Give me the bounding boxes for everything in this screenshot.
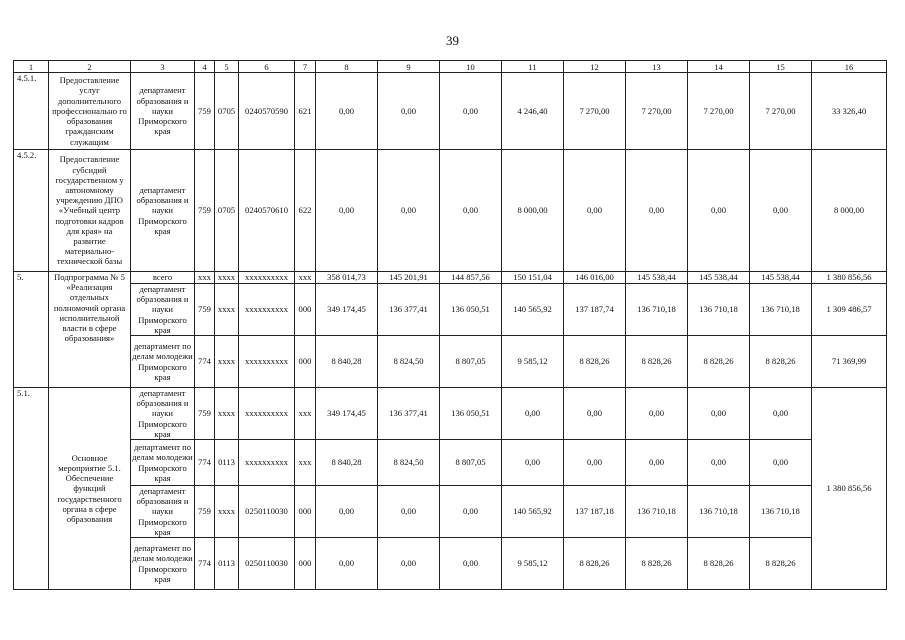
cell-value: 0,00 — [626, 388, 688, 440]
cell-ministry-code: 759 — [195, 284, 215, 336]
cell-ministry-code: 759 — [195, 150, 215, 272]
cell-target-code: xxxxxxxxxx — [239, 336, 295, 388]
cell-value: 136 710,18 — [626, 486, 688, 538]
cell-value: 0,00 — [688, 150, 750, 272]
budget-table — [13, 60, 887, 590]
cell-value: 0,00 — [378, 538, 440, 590]
cell-value: 4 246,40 — [502, 73, 564, 150]
department: департамент образования и науки Приморского края — [131, 284, 195, 336]
cell-value: 0,00 — [564, 388, 626, 440]
cell-ministry-code: 759 — [195, 388, 215, 440]
cell-value: 144 857,56 — [440, 272, 502, 284]
cell-value: 0,00 — [502, 440, 564, 486]
cell-value: 145 201,91 — [378, 272, 440, 284]
cell-target-code: xxxxxxxxxx — [239, 388, 295, 440]
cell-value: 8 828,26 — [564, 336, 626, 388]
page-number: 39 — [446, 33, 459, 48]
cell-value: 349 174,45 — [316, 284, 378, 336]
cell-value: 145 538,44 — [626, 272, 688, 284]
cell-value: 150 151,04 — [502, 272, 564, 284]
subprogram-name: Подпрограмма № 5 «Реализация отдельных полномочий органа исполнительной власти в сфере образования» — [49, 272, 131, 388]
cell-value: 8 828,26 — [750, 336, 812, 388]
column-number: 8 — [316, 61, 378, 73]
column-number: 14 — [688, 61, 750, 73]
cell-value: 8 807,05 — [440, 336, 502, 388]
cell-value: 0,00 — [316, 73, 378, 150]
activity-name: Основное мероприятие 5.1. Обеспечение функций государственного органа в сфере образования — [49, 388, 131, 590]
cell-value: 0,00 — [750, 388, 812, 440]
cell-expense-type: xxx — [295, 388, 316, 440]
cell-value: 7 270,00 — [564, 73, 626, 150]
cell-expense-type: 621 — [295, 73, 316, 150]
cell-total: 71 369,99 — [812, 336, 887, 388]
activity-name: Предоставление субсидий государственном у автономному учреждению ДПО «Учебный центр подготовки кадров для края» на развитие материально-технической базы — [49, 150, 131, 272]
cell-value: 8 824,50 — [378, 336, 440, 388]
column-number: 12 — [564, 61, 626, 73]
cell-section-code: 0113 — [215, 538, 239, 590]
cell-value: 8 828,26 — [688, 538, 750, 590]
row-number: 4.5.2. — [14, 150, 49, 272]
table-row — [14, 73, 887, 150]
table-row — [14, 538, 887, 590]
cell-value: 136 710,18 — [750, 486, 812, 538]
cell-section-code: xxxx — [215, 336, 239, 388]
table-row-total — [14, 272, 887, 284]
department: всего — [131, 272, 195, 284]
department: департамент образования и науки Приморского края — [131, 486, 195, 538]
cell-total: 33 326,40 — [812, 73, 887, 150]
cell-value: 8 000,00 — [502, 150, 564, 272]
column-number: 1 — [14, 61, 49, 73]
table-row — [14, 388, 887, 440]
department: департамент образования и науки Приморского края — [131, 150, 195, 272]
department: департамент образования и науки Приморского края — [131, 388, 195, 440]
cell-value: 146 016,00 — [564, 272, 626, 284]
cell-value: 8 828,26 — [564, 538, 626, 590]
cell-value: 140 565,92 — [502, 486, 564, 538]
cell-value: 0,00 — [378, 150, 440, 272]
cell-value: 9 585,12 — [502, 336, 564, 388]
column-number: 15 — [750, 61, 812, 73]
cell-value: 136 377,41 — [378, 284, 440, 336]
cell-section-code: 0705 — [215, 73, 239, 150]
cell-value: 0,00 — [688, 388, 750, 440]
cell-value: 0,00 — [750, 150, 812, 272]
cell-value: 0,00 — [750, 440, 812, 486]
cell-value: 7 270,00 — [750, 73, 812, 150]
cell-value: 145 538,44 — [688, 272, 750, 284]
cell-value: 9 585,12 — [502, 538, 564, 590]
cell-value: 7 270,00 — [626, 73, 688, 150]
table-row — [14, 150, 887, 272]
cell-value: 0,00 — [440, 73, 502, 150]
cell-value: 0,00 — [440, 150, 502, 272]
cell-target-code: 0240570610 — [239, 150, 295, 272]
table-row — [14, 284, 887, 336]
column-number: 13 — [626, 61, 688, 73]
cell-value: 0,00 — [564, 150, 626, 272]
cell-value: 140 565,92 — [502, 284, 564, 336]
activity-name: Предоставление услуг дополнительного профессионально го образования гражданским служащим — [49, 73, 131, 150]
cell-target-code: 0250110030 — [239, 486, 295, 538]
department: департамент образования и науки Приморского края — [131, 73, 195, 150]
column-number: 11 — [502, 61, 564, 73]
cell-value: 136 710,18 — [626, 284, 688, 336]
department: департамент по делам молодежи Приморского края — [131, 440, 195, 486]
table-row — [14, 336, 887, 388]
department: департамент по делам молодежи Приморского края — [131, 336, 195, 388]
cell-expense-type: 000 — [295, 284, 316, 336]
row-number: 5. — [14, 272, 49, 388]
cell-value: 136 710,18 — [688, 284, 750, 336]
table-row — [14, 440, 887, 486]
cell-value: 0,00 — [440, 538, 502, 590]
cell-expense-type: xxx — [295, 440, 316, 486]
table-row — [14, 486, 887, 538]
cell-value: 8 828,26 — [688, 336, 750, 388]
cell-value: 0,00 — [688, 440, 750, 486]
column-number: 9 — [378, 61, 440, 73]
cell-value: 8 840,28 — [316, 440, 378, 486]
cell-ministry-code: 774 — [195, 336, 215, 388]
cell-value: 0,00 — [626, 440, 688, 486]
cell-section-code: xxxx — [215, 486, 239, 538]
cell-ministry-code: 774 — [195, 538, 215, 590]
cell-value: 136 377,41 — [378, 388, 440, 440]
cell-value: 0,00 — [378, 486, 440, 538]
column-number: 3 — [131, 61, 195, 73]
cell-section-code: xxxx — [215, 388, 239, 440]
column-number: 10 — [440, 61, 502, 73]
cell-value: 0,00 — [316, 538, 378, 590]
column-number-row — [14, 61, 887, 73]
row-number: 5.1. — [14, 388, 49, 590]
cell-target-code: xxxxxxxxxx — [239, 272, 295, 284]
column-number: 2 — [49, 61, 131, 73]
cell-total: 1 380 856,56 — [812, 388, 887, 590]
cell-ministry-code: xxx — [195, 272, 215, 284]
column-number: 6 — [239, 61, 295, 73]
cell-ministry-code: 759 — [195, 73, 215, 150]
cell-target-code: 0240570590 — [239, 73, 295, 150]
cell-value: 8 824,50 — [378, 440, 440, 486]
cell-ministry-code: 759 — [195, 486, 215, 538]
cell-expense-type: 000 — [295, 486, 316, 538]
cell-value: 8 840,28 — [316, 336, 378, 388]
column-number: 5 — [215, 61, 239, 73]
cell-target-code: xxxxxxxxxx — [239, 284, 295, 336]
cell-value: 136 050,51 — [440, 388, 502, 440]
cell-section-code: 0113 — [215, 440, 239, 486]
cell-target-code: 0250110030 — [239, 538, 295, 590]
cell-target-code: xxxxxxxxxx — [239, 440, 295, 486]
cell-section-code: xxxx — [215, 284, 239, 336]
cell-value: 0,00 — [502, 388, 564, 440]
cell-total: 8 000,00 — [812, 150, 887, 272]
cell-ministry-code: 774 — [195, 440, 215, 486]
cell-value: 358 014,73 — [316, 272, 378, 284]
cell-expense-type: 000 — [295, 336, 316, 388]
cell-value: 349 174,45 — [316, 388, 378, 440]
cell-value: 0,00 — [316, 150, 378, 272]
cell-total: 1 380 856,56 — [812, 272, 887, 284]
cell-value: 137 187,74 — [564, 284, 626, 336]
cell-value: 0,00 — [378, 73, 440, 150]
department: департамент по делам молодежи Приморского края — [131, 538, 195, 590]
cell-total: 1 309 486,57 — [812, 284, 887, 336]
column-number: 16 — [812, 61, 887, 73]
cell-value: 8 807,05 — [440, 440, 502, 486]
cell-section-code: 0705 — [215, 150, 239, 272]
cell-value: 8 828,26 — [626, 538, 688, 590]
cell-value: 136 050,51 — [440, 284, 502, 336]
cell-value: 8 828,26 — [626, 336, 688, 388]
cell-expense-type: xxx — [295, 272, 316, 284]
cell-value: 7 270,00 — [688, 73, 750, 150]
cell-value: 137 187,18 — [564, 486, 626, 538]
cell-value: 0,00 — [316, 486, 378, 538]
cell-value: 145 538,44 — [750, 272, 812, 284]
cell-value: 136 710,18 — [750, 284, 812, 336]
cell-expense-type: 000 — [295, 538, 316, 590]
cell-value: 0,00 — [626, 150, 688, 272]
cell-value: 0,00 — [440, 486, 502, 538]
cell-section-code: xxxx — [215, 272, 239, 284]
cell-expense-type: 622 — [295, 150, 316, 272]
column-number: 7 — [295, 61, 316, 73]
column-number: 4 — [195, 61, 215, 73]
cell-value: 0,00 — [564, 440, 626, 486]
row-number: 4.5.1. — [14, 73, 49, 150]
cell-value: 136 710,18 — [688, 486, 750, 538]
cell-value: 8 828,26 — [750, 538, 812, 590]
